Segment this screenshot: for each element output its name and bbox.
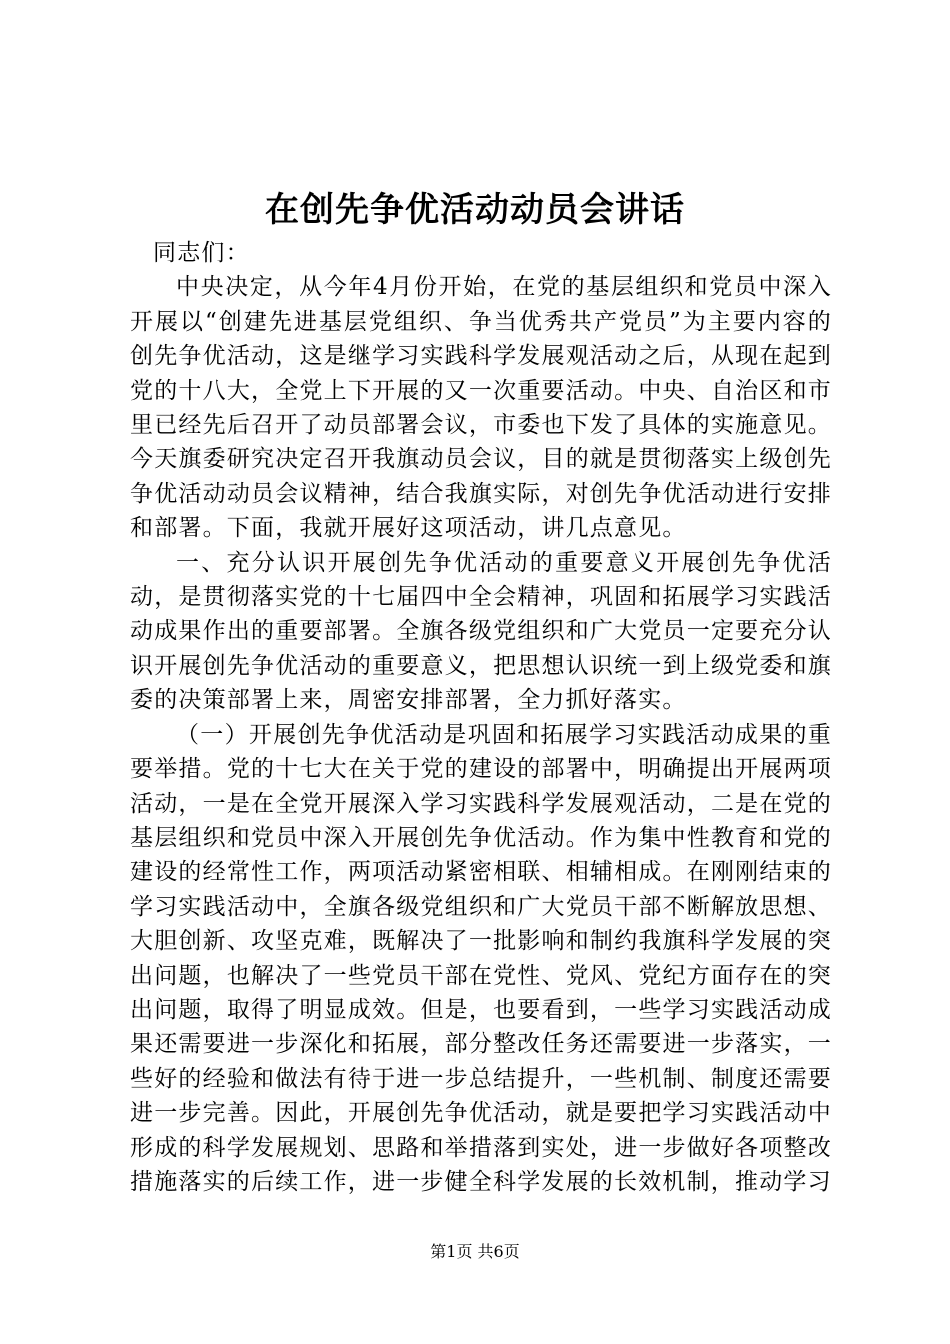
document-title: 在创先争优活动动员会讲话 bbox=[265, 190, 685, 230]
page-footer: 第1页 共6页 bbox=[430, 1242, 520, 1261]
section-one-paragraph: 一、充分认识开展创先争优活动的重要意义开展创先争优活动，是贯彻落实党的十七届四中全会精神，巩固和拓展学习实践活动成果作出的重要部署。全旗各级党组织和广大党员一定要充分认识开展创先争优活动的重要意义，把思想认识统一到上级党委和旗委的决策部署上来，周密安排部署，全力抓好落实。 bbox=[130, 549, 832, 714]
subsection-one-paragraph: （一）开展创先争优活动是巩固和拓展学习实践活动成果的重要举措。党的十七大在关于党的建设的部署中，明确提出开展两项活动，一是在全党开展深入学习实践科学发展观活动，二是在党的基层组织和党员中深入开展创先争优活动。作为集中性教育和党的建设的经常性工作，两项活动紧密相联、相辅相成。在刚刚结束的学习实践活动中，全旗各级党组织和广大党员干部不断解放思想、大胆创新、攻坚克难，既解决了一批影响和制约我旗科学发展的突出问题，也解决了一些党员干部在党性、党风、党纪方面存在的突出问题，取得了明显成效。但是，也要看到，一些学习实践活动成果还需要进一步深化和拓展，部分整改任务还需要进一步落实，一些好的经验和做法有待于进一步总结提升，一些机制、制度还需要进一步完善。因此，开展创先争优活动，就是要把学习实践活动中形成的科学发展规划、思路和举措落到实处，进一步做好各项整改措施落实的后续工作，进一步健全科学发展的长效机制，推动学习 bbox=[130, 721, 832, 1195]
intro-paragraph: 中央决定，从今年4月份开始，在党的基层组织和党员中深入开展以“创建先进基层党组织、争当优秀共产党员”为主要内容的创先争优活动，这是继学习实践科学发展观活动之后，从现在起到党的十八大，全党上下开展的又一次重要活动。中央、自治区和市里已经先后召开了动员部署会议，市委也下发了具体的实施意见。今天旗委研究决定召开我旗动员会议，目的就是贯彻落实上级创先争优活动动员会议精神，结合我旗实际，对创先争优活动进行安排和部署。下面，我就开展好这项活动，讲几点意见。 bbox=[130, 274, 832, 542]
salutation-paragraph: 同志们： bbox=[153, 240, 250, 266]
document-body bbox=[130, 236, 832, 1199]
